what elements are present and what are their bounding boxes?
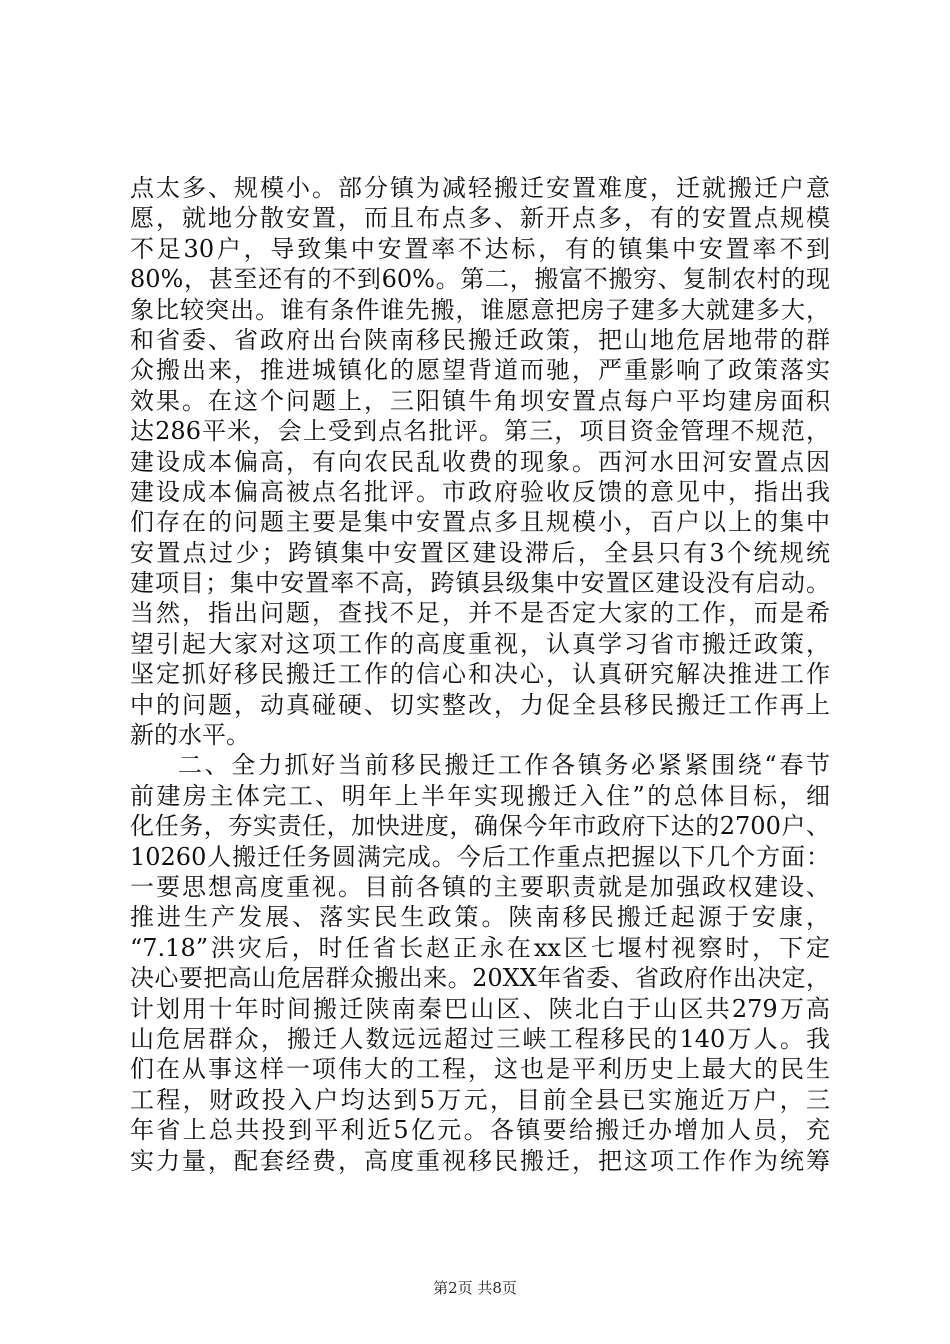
text-line: 年省上总共投到平利近5亿元。各镇要给搬迁办增加人员，充 [130,1116,830,1145]
text-line: 点太多、规模小。部分镇为减轻搬迁安置难度，迁就搬迁户意 [130,174,830,202]
text-line: 中的问题，动真碰硬、切实整改，力促全县移民搬迁工作再上 [130,690,830,719]
text-line: 前建房主体完工、明年上半年实现搬迁入住”的总体目标，细 [130,781,830,810]
text-line: 望引起大家对这项工作的高度重视，认真学习省市搬迁政策， [130,629,830,658]
text-line: 一要思想高度重视。目前各镇的主要职责就是加强政权建设、 [130,872,830,901]
text-line: 达286平米，会上受到点名批评。第三，项目资金管理不规范， [130,417,830,446]
text-line: “7.18”洪灾后，时任省长赵正永在xx区七堰村视察时，下定 [130,933,830,962]
text-line: 们存在的问题主要是集中安置点多且规模小，百户以上的集中 [130,508,830,537]
text-line: 实力量，配套经费，高度重视移民搬迁，把这项工作作为统筹 [130,1146,830,1175]
text-line: 象比较突出。谁有条件谁先搬，谁愿意把房子建多大就建多大， [130,295,830,324]
text-line: 决心要把高山危居群众搬出来。20XX年省委、省政府作出决定， [130,964,830,993]
text-line: 化任务，夯实责任，加快进度，确保今年市政府下达的2700户、 [130,812,830,841]
text-line: 工程，财政投入户均达到5万元，目前全县已实施近万户，三 [130,1085,830,1114]
text-line: 建设成本偏高，有向农民乱收费的现象。西河水田河安置点因 [130,447,830,476]
body-text [130,173,830,1176]
text-line: 安置点过少；跨镇集中安置区建设滞后，全县只有3个统规统 [130,538,830,567]
text-line: 坚定抓好移民搬迁工作的信心和决心，认真研究解决推进工作 [130,660,830,689]
text-line: 山危居群众，搬迁人数远远超过三峡工程移民的140万人。我 [130,1024,830,1053]
text-line: 效果。在这个问题上，三阳镇牛角坝安置点每户平均建房面积 [130,386,830,415]
text-line: 80%，甚至还有的不到60%。第二，搬富不搬穷、复制农村的现 [130,265,830,294]
section-heading-line: 二、全力抓好当前移民搬迁工作各镇务必紧紧围绕“春节 [178,751,830,780]
text-line: 建项目；集中安置率不高，跨镇县级集中安置区建设没有启动。 [130,569,830,598]
text-line: 愿，就地分散安置，而且布点多、新开点多，有的安置点规模 [130,204,830,233]
paragraph-end-line: 新的水平。 [130,721,250,750]
page-number-footer: 第2页 共8页 [433,1279,517,1297]
text-line: 们在从事这样一项伟大的工程，这也是平利历史上最大的民生 [130,1055,830,1084]
text-line: 计划用十年时间搬迁陕南秦巴山区、陕北白于山区共279万高 [130,994,830,1023]
text-line: 推进生产发展、落实民生政策。陕南移民搬迁起源于安康， [130,903,830,932]
text-line: 不足30户，导致集中安置率不达标，有的镇集中安置率不到 [130,234,830,263]
text-line: 10260人搬迁任务圆满完成。今后工作重点把握以下几个方面： [130,842,830,871]
text-line: 和省委、省政府出台陕南移民搬迁政策，把山地危居地带的群 [130,325,830,354]
text-line: 众搬出来，推进城镇化的愿望背道而驰，严重影响了政策落实 [130,356,830,385]
text-line: 建设成本偏高被点名批评。市政府验收反馈的意见中，指出我 [130,477,830,506]
text-line: 当然，指出问题，查找不足，并不是否定大家的工作，而是希 [130,599,830,628]
